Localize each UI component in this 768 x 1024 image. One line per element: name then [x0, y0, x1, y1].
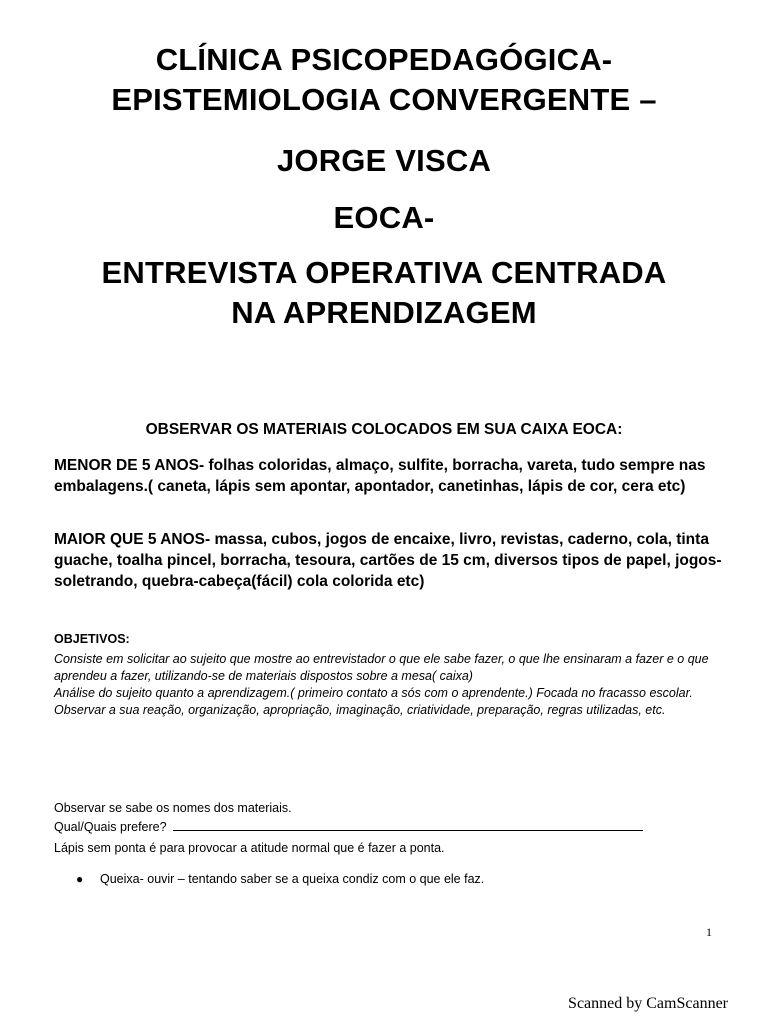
section-heading: OBSERVAR OS MATERIAIS COLOCADOS EM SUA CAIXA EOCA: — [145, 421, 623, 438]
title-line-5: ENTREVISTA OPERATIVA CENTRADA — [101, 255, 667, 290]
title-line-1: CLÍNICA PSICOPEDAGÓGICA- — [155, 42, 613, 77]
objetivos-paragraph-1: Consiste em solicitar ao sujeito que mostre ao entrevistador o que ele sabe fazer, o que lhe ensinaram a fazer e o que aprendeu a fazer, utilizando-se de materiais dispostos sobre a mesa( caixa) — [54, 652, 709, 683]
title-line-6: NA APRENDIZAGEM — [231, 295, 537, 330]
objetivos-text — [54, 651, 724, 719]
lapis-sem-ponta-line: Lápis sem ponta é para provocar a atitude normal que é fazer a ponta. — [54, 841, 445, 855]
qual-prefere-line — [54, 818, 724, 836]
objetivos-paragraph-2: Análise do sujeito quanto a aprendizagem.( primeiro contato a sós com o aprendente.) Focada no fracasso escolar. — [54, 686, 693, 700]
menor-de-5-anos-paragraph: MENOR DE 5 ANOS- folhas coloridas, almaço, sulfite, borracha, vareta, tudo sempre nas embalagens.( caneta, lápis sem apontar, apontador, canetinhas, lápis de cor, cera etc) — [54, 457, 706, 495]
title-subtitle — [0, 253, 768, 333]
answer-blank-line — [173, 818, 643, 831]
queixa-list-item — [76, 871, 716, 888]
observar-nomes-line: Observar se sabe os nomes dos materiais. — [54, 801, 292, 815]
title-line-2: EPISTEMIOLOGIA CONVERGENTE – — [111, 82, 657, 117]
queixa-text: Queixa- ouvir – tentando saber se a queixa condiz com o que ele faz. — [100, 872, 485, 886]
bullet-icon: ● — [76, 872, 84, 886]
maior-que-5-anos-paragraph: MAIOR QUE 5 ANOS- massa, cubos, jogos de encaixe, livro, revistas, caderno, cola, tinta guache, toalha pincel, borracha, tesoura, cartões de 15 cm, diversos tipos de papel, jogos- soletrando, quebra-cabeça(fácil) cola colorida etc) — [54, 531, 722, 590]
title-eoca: EOCA- — [333, 200, 435, 235]
qual-prefere-label: Qual/Quais prefere? — [54, 820, 167, 834]
title-author: JORGE VISCA — [276, 143, 492, 178]
page-number: 1 — [706, 925, 712, 939]
objetivos-paragraph-3: Observar a sua reação, organização, apropriação, imaginação, criatividade, preparação, regras utilizadas, etc. — [54, 703, 666, 717]
objetivos-heading: OBJETIVOS: — [54, 632, 130, 646]
title-block — [0, 40, 768, 120]
scanner-watermark: Scanned by CamScanner — [568, 995, 728, 1012]
